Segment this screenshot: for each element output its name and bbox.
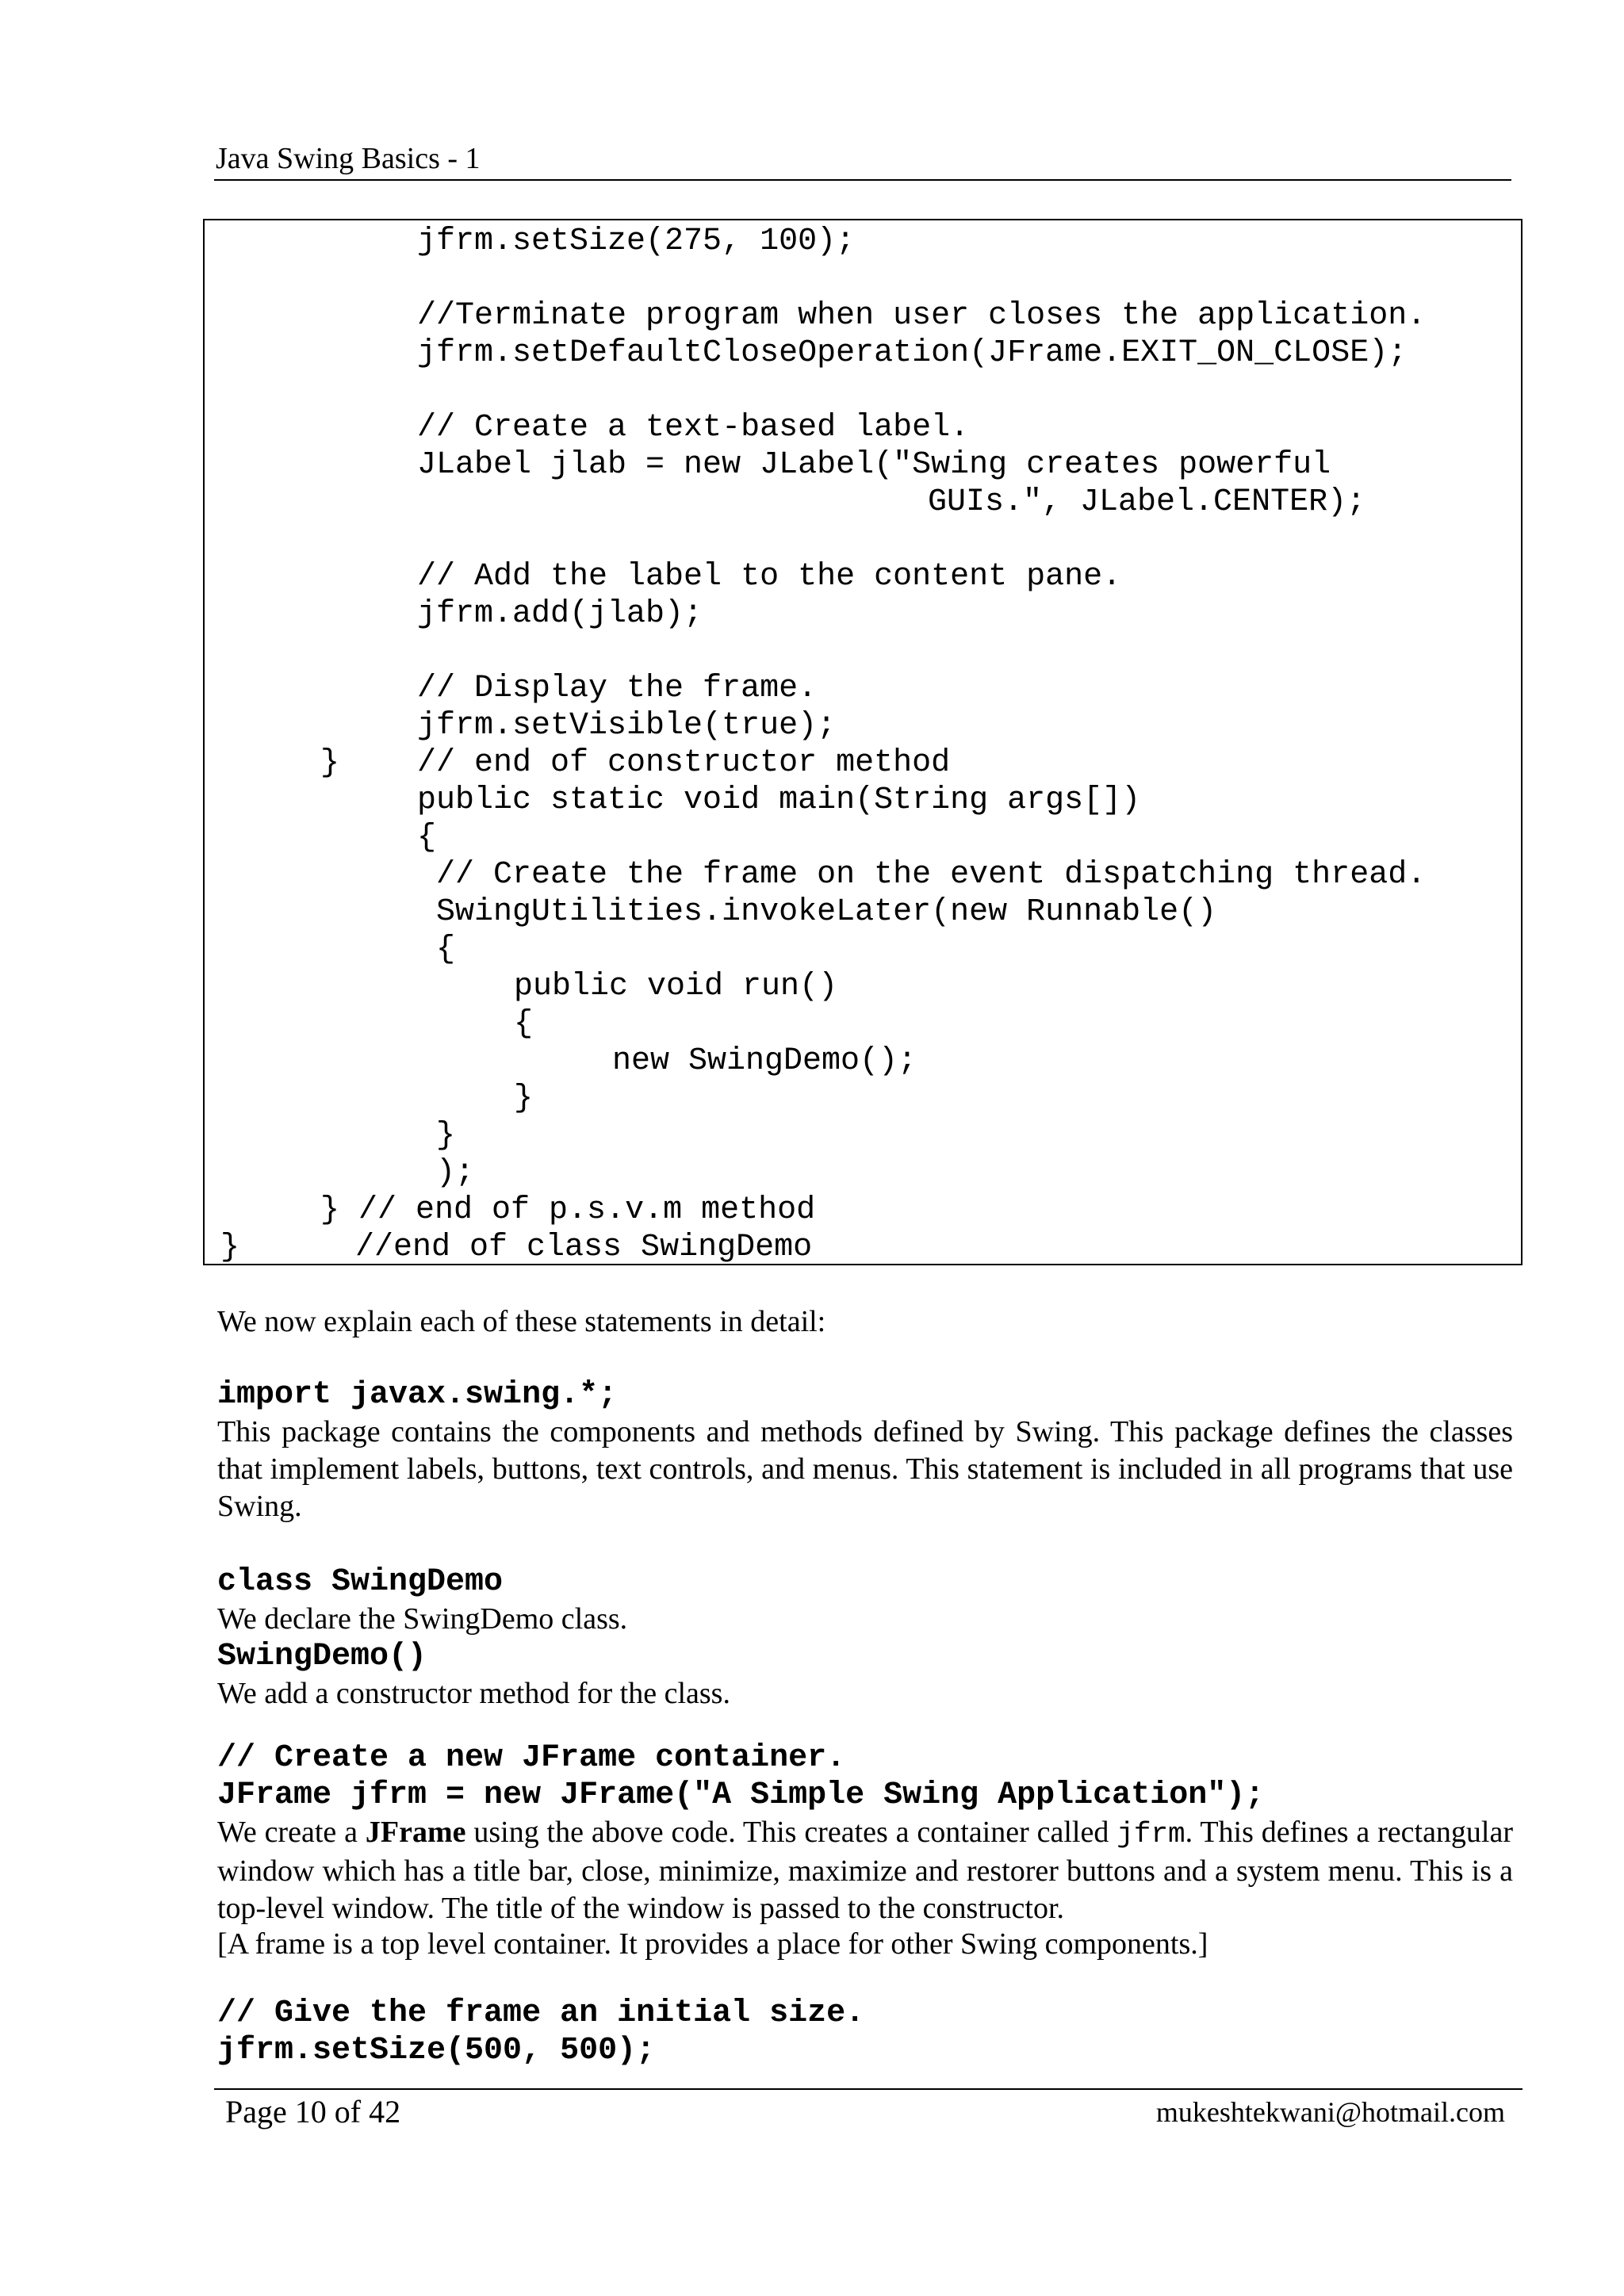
code-line: {: [436, 932, 456, 967]
import-description: This package contains the components and methods defined by Swing. This package defines the classes that implement labels, buttons, text controls, and menus. This statement is included in all programs that use Swing.: [217, 1415, 1513, 1523]
size-statement: jfrm.setSize(500, 500);: [217, 2033, 656, 2068]
jframe-description: [217, 1814, 1513, 1927]
code-line: // Add the label to the content pane.: [417, 559, 1122, 595]
jframe-desc-part: We create a: [217, 1816, 366, 1849]
code-line: jfrm.setSize(275, 100);: [417, 224, 856, 259]
import-statement: import javax.swing.*;: [217, 1377, 618, 1413]
code-line: }: [514, 1081, 534, 1116]
page-header-title: Java Swing Basics - 1: [216, 142, 481, 175]
jframe-comment: // Create a new JFrame container.: [217, 1740, 846, 1776]
author-email: mukeshtekwani@hotmail.com: [1155, 2096, 1505, 2128]
code-line: jfrm.setDefaultCloseOperation(JFrame.EXIT_ON_CLOSE);: [417, 335, 1408, 371]
jframe-statement: JFrame jfrm = new JFrame("A Simple Swing Application");: [217, 1777, 1265, 1813]
code-line: } // end of p.s.v.m method: [320, 1192, 816, 1228]
code-line: }: [220, 1230, 240, 1265]
code-line: // Create the frame on the event dispatching thread.: [436, 857, 1427, 893]
code-listing-box: [203, 219, 1522, 1265]
code-line: }: [436, 1118, 456, 1154]
code-line: // end of constructor method: [417, 745, 951, 781]
code-line: //Terminate program when user closes the application.: [417, 298, 1427, 334]
code-line: public void run(): [514, 969, 838, 1004]
class-statement: class SwingDemo: [217, 1564, 504, 1600]
header-rule: [214, 179, 1511, 181]
jframe-desc-part: . This defines a rectangular window which has a title bar, close, minimize, maximize and restorer buttons and a system menu. This is a top-level window. The title of the window is passed to the constructor.: [217, 1816, 1514, 1925]
code-line: new SwingDemo();: [612, 1043, 917, 1079]
code-line: JLabel jlab = new JLabel("Swing creates powerful: [417, 447, 1331, 483]
code-line: jfrm.setVisible(true);: [417, 708, 837, 744]
jframe-desc-mono: jfrm: [1116, 1818, 1185, 1850]
page-number: Page 10 of 42: [225, 2094, 401, 2130]
footer-rule: [214, 2088, 1522, 2090]
code-line: {: [417, 820, 437, 855]
code-line: SwingUtilities.invokeLater(new Runnable(): [436, 894, 1217, 930]
code-line: );: [436, 1155, 475, 1191]
jframe-note: [A frame is a top level container. It provides a place for other Swing components.]: [217, 1927, 1208, 1961]
code-line: jfrm.add(jlab);: [417, 596, 703, 632]
class-description: We declare the SwingDemo class.: [217, 1602, 628, 1636]
intro-text: We now explain each of these statements in detail:: [217, 1305, 826, 1338]
code-line: // Display the frame.: [417, 671, 818, 706]
jframe-desc-bold: JFrame: [365, 1816, 466, 1849]
code-line: GUIs.", JLabel.CENTER);: [928, 484, 1366, 520]
code-line: // Create a text-based label.: [417, 410, 970, 446]
code-line: }: [320, 745, 340, 781]
size-comment: // Give the frame an initial size.: [217, 1996, 865, 2031]
constructor-description: We add a constructor method for the class.: [217, 1677, 730, 1710]
code-line: {: [514, 1006, 534, 1042]
constructor-statement: SwingDemo(): [217, 1639, 427, 1674]
code-line: //end of class SwingDemo: [355, 1230, 813, 1265]
jframe-desc-part: using the above code. This creates a container called: [465, 1816, 1117, 1849]
code-line: public static void main(String args[]): [417, 783, 1141, 818]
